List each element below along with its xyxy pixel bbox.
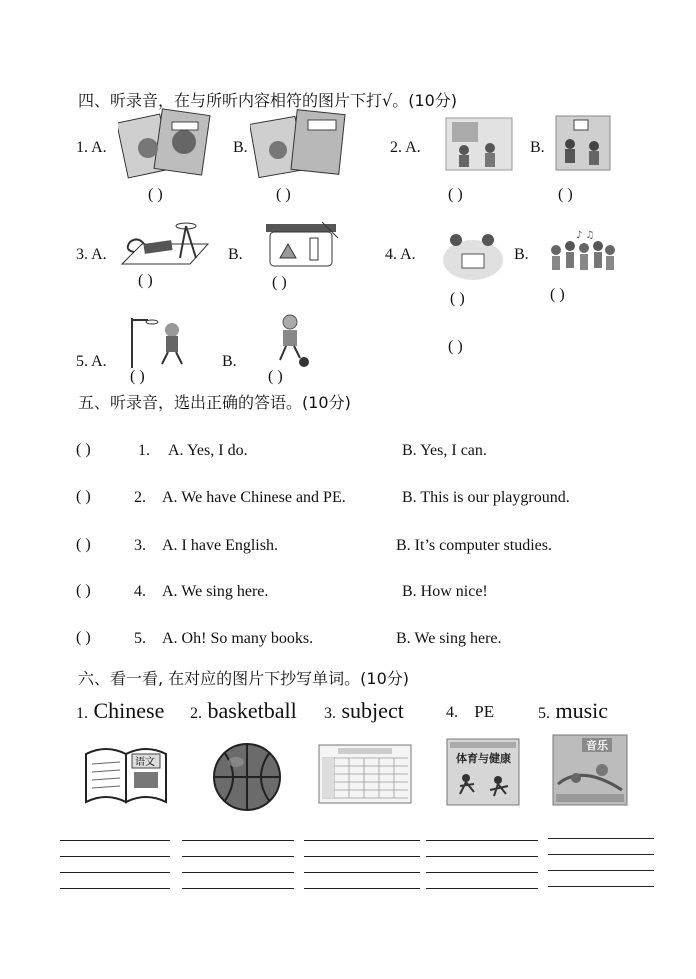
extra-answer-bracket[interactable]: ( ) bbox=[448, 338, 463, 355]
q5-a-label: 5. A. bbox=[76, 353, 107, 370]
word-1 bbox=[76, 698, 164, 724]
q5-b-answer-bracket[interactable]: ( ) bbox=[268, 368, 283, 385]
q5-3-option-a[interactable]: A. I have English. bbox=[162, 537, 278, 554]
q3-a-answer-bracket[interactable]: ( ) bbox=[138, 272, 153, 289]
q5-2-number: 2. bbox=[134, 489, 146, 506]
word-4-text: PE bbox=[474, 702, 495, 721]
q4-b-label: B. bbox=[514, 246, 529, 263]
q4-b-answer-bracket[interactable]: ( ) bbox=[550, 286, 565, 303]
playground-children-picture bbox=[554, 114, 612, 172]
section5-title: 五、听录音，选出正确的答语。(10分) bbox=[78, 393, 351, 412]
pe-book-picture bbox=[446, 738, 520, 806]
word-1-text: Chinese bbox=[93, 698, 165, 723]
q2-b-label: B. bbox=[530, 139, 545, 156]
q5-3-bracket[interactable]: ( ) bbox=[76, 536, 91, 553]
word-3-number: 3. bbox=[324, 705, 336, 722]
q5-1-bracket[interactable]: ( ) bbox=[76, 441, 91, 458]
section6-title: 六、看一看, 在对应的图片下抄写单词。(10分) bbox=[78, 669, 410, 688]
word-4-number: 4. bbox=[446, 704, 458, 721]
q5-5-option-b[interactable]: B. We sing here. bbox=[396, 630, 502, 647]
q3-b-answer-bracket[interactable]: ( ) bbox=[272, 274, 287, 291]
q5-2-option-a[interactable]: A. We have Chinese and PE. bbox=[162, 489, 346, 506]
word-3 bbox=[324, 698, 404, 724]
football-player-picture bbox=[272, 314, 312, 368]
pe-book-label: 体育与健康 bbox=[456, 752, 511, 765]
art-tools-picture bbox=[120, 218, 210, 268]
basketball-picture bbox=[212, 742, 282, 812]
classroom-children-picture bbox=[444, 116, 514, 172]
q5-5-option-a[interactable]: A. Oh! So many books. bbox=[162, 630, 314, 647]
q4-a-answer-bracket[interactable]: ( ) bbox=[450, 290, 465, 307]
snacks-picture-a bbox=[118, 108, 218, 180]
q5-4-option-b[interactable]: B. How nice! bbox=[402, 583, 488, 600]
q1-b-answer-bracket[interactable]: ( ) bbox=[276, 186, 291, 203]
word-1-number: 1. bbox=[76, 705, 88, 722]
q5-3-number: 3. bbox=[134, 537, 146, 554]
q4-a-label: 4. A. bbox=[385, 246, 416, 263]
q2-a-answer-bracket[interactable]: ( ) bbox=[448, 186, 463, 203]
q5-4-bracket[interactable]: ( ) bbox=[76, 582, 91, 599]
chinese-book-label: 语文 bbox=[135, 757, 155, 768]
word-5-text: music bbox=[555, 698, 609, 723]
word-5-number: 5. bbox=[538, 705, 550, 722]
children-drawing-picture bbox=[440, 226, 506, 284]
music-book-picture bbox=[552, 734, 628, 806]
word-4 bbox=[446, 702, 494, 722]
q1-a-answer-bracket[interactable]: ( ) bbox=[148, 186, 163, 203]
q3-b-label: B. bbox=[228, 246, 243, 263]
q5-1-number: 1. bbox=[138, 442, 150, 459]
q5-3-option-b[interactable]: B. It’s computer studies. bbox=[396, 537, 552, 554]
q5-2-option-b[interactable]: B. This is our playground. bbox=[402, 489, 570, 506]
svg-text:♪ ♫: ♪ ♫ bbox=[576, 230, 595, 241]
q5-2-bracket[interactable]: ( ) bbox=[76, 488, 91, 505]
q5-5-bracket[interactable]: ( ) bbox=[76, 629, 91, 646]
snacks-picture-b bbox=[250, 108, 350, 180]
q5-4-number: 4. bbox=[134, 583, 146, 600]
word-3-text: subject bbox=[341, 698, 404, 723]
word-2-text: basketball bbox=[207, 698, 297, 723]
section4-title: 四、听录音，在与所听内容相符的图片下打√。(10分) bbox=[78, 91, 458, 110]
q5-4-option-a[interactable]: A. We sing here. bbox=[162, 583, 269, 600]
chinese-book-picture bbox=[82, 740, 170, 806]
q5-a-answer-bracket[interactable]: ( ) bbox=[130, 368, 145, 385]
music-book-label: 音乐 bbox=[586, 739, 608, 752]
basketball-player-picture bbox=[126, 314, 192, 370]
word-2-number: 2. bbox=[190, 705, 202, 722]
word-2 bbox=[190, 698, 297, 724]
science-lab-picture bbox=[258, 214, 344, 270]
children-singing-picture bbox=[546, 228, 618, 280]
q1-b-label: B. bbox=[233, 139, 248, 156]
q2-b-answer-bracket[interactable]: ( ) bbox=[558, 186, 573, 203]
q5-5-number: 5. bbox=[134, 630, 146, 647]
q1-a-label: 1. A. bbox=[76, 139, 107, 156]
q5-1-option-a[interactable]: A. Yes, I do. bbox=[168, 442, 248, 459]
q5-1-option-b[interactable]: B. Yes, I can. bbox=[402, 442, 487, 459]
timetable-picture bbox=[318, 744, 412, 804]
word-5 bbox=[538, 698, 608, 724]
q2-a-label: 2. A. bbox=[390, 139, 421, 156]
q5-b-label: B. bbox=[222, 353, 237, 370]
q3-a-label: 3. A. bbox=[76, 246, 107, 263]
